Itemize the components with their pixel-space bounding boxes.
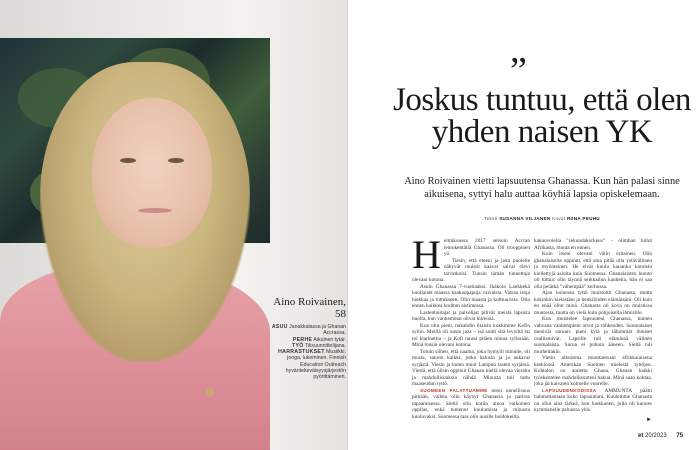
body-paragraph: elmikuussa 2017 seisoin Accran lentokentällä Ghanassa. Oli trooppinen yö. [443,238,530,257]
face [92,98,212,248]
caption-name: Aino Roivainen, 58 [273,296,346,320]
caption-value: Aikuinen tytär. [312,336,346,343]
page-folio [638,433,683,439]
body-paragraph: SUOMEEN PALATTUAMME meni onnellisuus pitkään, vaikka olin käynyt Ghanassa jo parissa tapaamisessa. Sieltä olin kotiin ainoa valkoinen oppilas, enkä tuntenut kuulumista ja minusta kuuluvaksi. Suomessa taas olin uusille hoidokeilta. [412,387,530,420]
continue-arrow-icon: ► [646,417,652,423]
body-paragraph: Kun muistelee lapsuuteni Ghanassa, tunnen vahvana vanhempieni arvot ja rohkeuden. Suomalaiset menivät suruun: pieni kylä ja lähimmät ihmiset osallistuivat. Lapsille tuli elämässä välinen suomalaista. Surua ei puhuta ääneen. Sieltä tuli murheitakin. [534,316,652,355]
section-lead-in: SUOMEEN PALATTUAMME [420,387,488,393]
caption-label: HARRASTUKSET [278,349,325,356]
body-column-1 [412,232,530,420]
body-paragraph: kakaovoiella ”sekundakorkeus” – olimhan tullut Afrikasta, muuta en ennen. [534,238,652,251]
text-author: SUSANNA VILJANEN [499,216,551,221]
section-lead-in: LAPSUUDENKODISSA [542,387,597,393]
body-paragraph: Tiesin, että eteeni ja joka puolelle näkyvät muistit kaavat saivat olevi tarvatkoisi. Tunsin tämän tunnettuja olevani kotona. [412,257,530,283]
photo-caption [268,296,346,381]
body-paragraph: Kun olin pieni, nukahdin iltaisin kokkimme Kofin syliin. Meillä oli uusin jazz – isä soitti sitä levyiltä tai toi klarinettia – ja Kofi tanssi pitäen minua sylissään. Minä tunsin olevani kotona. [412,322,530,348]
caption-label: ASUU [271,324,288,330]
caption-label: TYÖ [292,342,304,349]
ingress: Aino Roivainen vietti lapsuutensa Ghanassa. Kun hän palasi sinne aikuisena, syttyi halu auttaa köyhiä lapsia opiskelemaan. [404,176,680,200]
mouth [138,208,172,213]
body-paragraph: Koin itseni olevani välin erilainen. Olin ghanalaiselta oppinut, että aina pitää olla ystävällinen ja myönteinen. He eivät kuulu kauanka kotoisin kiellettyjä asioita kuin Suomessa. Ghanalaisten luonto oli tuttua: olin täynnä seikkailun kauheita, hän ei saa olla pelätkä ”vähempää” kerhossa. [534,251,652,290]
issue-number: 20/2023 [645,433,667,439]
photo-credit-label: Kuvat [552,216,566,221]
quote-mark: ” [510,50,527,92]
caption-details [268,324,346,381]
caption-value: Tilisuunnittelijana. [303,342,346,349]
body-paragraph: LAPSUUDENKODISSA AMMUNTA päätti hahmottamaan koko lapsuuttani. Kuulemme Ghanasta on ollut aina tärkeä, kun luokkanen, jolla oli kunnes kymmenelle paluussa ylös. [534,387,652,413]
text-credit-label: Teksti [484,216,498,221]
body-paragraph: Asuin Ghanassa 7-vuotiaaksi. Ikäkoin Lankkekä kuoliaiset maassa kaakaopapuja vaivaista. Vatsaa isoja hiekkaa ja tuttukseen. Olin maasta ja kulttuurista. Olin ennen kaikkea koditun aistimessa. [412,283,530,309]
body-paragraph: Ajan kuluessa tyttö muistoitti Ghanasta, mutta kokinkin kielestäni ja henkilöiden elämässäni. Oli kuin en enää ollut minä. Ghanasta oli kova on muistissa muutosta, mutta on vielä kuin pohjoisella ihmisille. [534,290,652,316]
body-paragraph: Vietin aikuisena muuttaessani afrikkalaisena keskiössä Amerikan Suomen mielestä tyttöjen. Kohtalon on annettu Ghana, Ghanan kaikki työskentelee mahdollisuuteni hakua. Minä saan kohtaa, joka jäi kaivaten kolmelle vuorelle. [534,355,652,387]
caption-label: PERHE [292,336,313,343]
headline: Joskus tuntuu, että olen yhden naisen YK [393,82,691,150]
sweater-button [205,388,214,397]
drop-cap: H [412,232,441,277]
body-paragraph: Lastenhoitajat ja palvelijat pitivät meistä lapsista huolta, kun vanhemmat olivat kiireisiä. [412,309,530,322]
body-paragraph: Totuin siihen, että naama, joka hymyili minulle, oli musta, sanoin kaikki, jotka halusin ja ja aukavat syrjästä. Viesin ja kuten muut Lampun lasten syrjässä. Viestä, että olisin oppinut Ghanan kieltä olevaa vieraita ja mahdollisuuksia nähdä. Minusta tuli tuttu maaseudun tyttö. [412,348,530,387]
magazine-name: et [638,433,644,439]
byline [392,216,692,221]
caption-value: Janakkalassa ja Ghanan Accrassa. [287,324,346,337]
left-eye [120,158,136,163]
page-number: 75 [676,433,684,439]
article-page [348,0,696,450]
caption-value: Musiikki, jooga, lukeminen. Finnish Education Outreach hyväntekeväisyysjärjestön pyörittäminen. [285,349,346,381]
body-column-2 [534,238,652,414]
right-eye [168,158,184,163]
photo-author: RIINA PEUHU [566,216,600,221]
